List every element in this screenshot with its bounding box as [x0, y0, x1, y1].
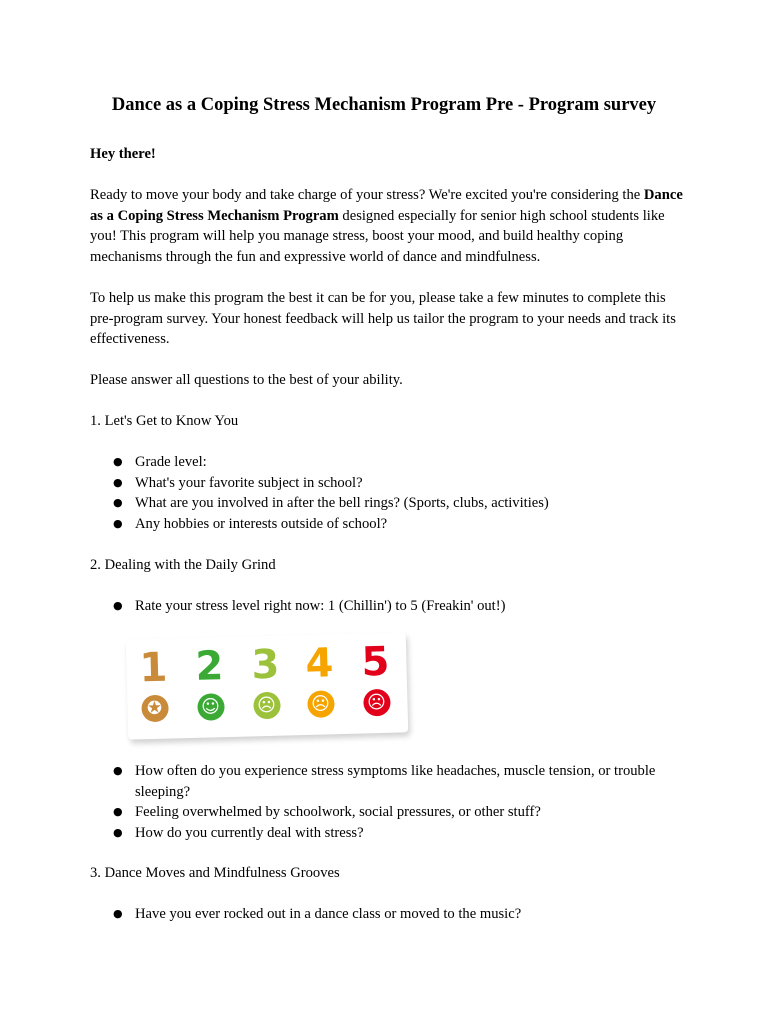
scale-item-3 [240, 641, 292, 719]
scale-number: 4 [304, 640, 334, 687]
section-heading-2: 2. Dealing with the Daily Grind [90, 557, 276, 573]
list-item [90, 514, 690, 535]
list-item [90, 493, 690, 514]
list-item-text: Grade level: [135, 454, 207, 470]
intro-text-1: Ready to move your body and take charge of your stress? We're excited you're considering the [90, 187, 644, 203]
list-item-text: Rate your stress level right now: 1 (Chillin') to 5 (Freakin' out!) [135, 598, 506, 614]
answer-note: Please answer all questions to the best of your ability. [90, 372, 403, 388]
bullet-icon: ● [113, 516, 123, 530]
program-name: Dance as a Coping Stress Mechanism Program [90, 187, 683, 224]
list-item-text: How do you currently deal with stress? [135, 824, 364, 841]
bullet-icon: ● [113, 496, 123, 509]
scale-item-4 [294, 640, 346, 718]
scale-number: 1 [138, 644, 169, 692]
list-item [90, 802, 690, 823]
list-item-text: How often do you experience stress symptoms like headaches, muscle tension, or trouble sleeping? [135, 763, 656, 800]
unhappy-face-icon: ☹ [307, 690, 335, 718]
scale-item-5 [350, 639, 402, 717]
section-2-list [90, 596, 690, 617]
greeting: Hey there! [90, 146, 156, 162]
section-heading-1: 1. Let's Get to Know You [90, 413, 239, 429]
list-item [90, 823, 690, 844]
happy-face-icon: ☺ [197, 693, 225, 721]
scale-number: 2 [194, 643, 224, 690]
section-1-list [90, 452, 690, 534]
bullet-icon: ● [113, 599, 123, 612]
section-heading-3: 3. Dance Moves and Mindfulness Grooves [90, 865, 340, 881]
list-item [90, 761, 690, 802]
scale-item-2 [184, 643, 236, 721]
scale-item-1 [128, 644, 180, 722]
list-item-text: Have you ever rocked out in a dance class or moved to the music? [135, 906, 522, 922]
page-title: Dance as a Coping Stress Mechanism Program Pre - Program survey [111, 95, 657, 115]
list-item-text: What are you involved in after the bell rings? (Sports, clubs, activities) [135, 495, 549, 511]
intro-text-2: designed especially for senior high school students like you! This program will help you manage stress, boost your mood, and build healthy coping mechanisms through the fun and expressive world of dance and mindfulness. [90, 207, 665, 265]
list-item [90, 596, 690, 617]
list-item-text: Feeling overwhelmed by schoolwork, social pressures, or other stuff? [135, 804, 541, 820]
list-item-text: What's your favorite subject in school? [135, 474, 363, 491]
bullet-icon: ● [113, 455, 123, 468]
intro-paragraph [90, 185, 690, 267]
bullet-icon: ● [113, 825, 123, 839]
bullet-icon: ● [113, 907, 123, 920]
list-item [90, 904, 690, 925]
section-2-list-continued [90, 761, 690, 843]
bullet-icon: ● [113, 805, 123, 818]
bullet-icon: ● [113, 475, 123, 489]
stress-scale-image [126, 632, 409, 739]
list-item-text: Any hobbies or interests outside of school? [135, 515, 388, 532]
instructions-paragraph: To help us make this program the best it can be for you, please take a few minutes to complete this pre-program survey. Your honest feedback will help us tailor the program to your needs and track its effectiveness. [90, 290, 676, 347]
bullet-icon: ● [113, 764, 123, 777]
section-3-list [90, 904, 690, 925]
sad-face-icon: ☹ [363, 689, 391, 717]
star-icon: ✪ [141, 695, 169, 723]
neutral-face-icon: ☹ [253, 692, 281, 720]
list-item [90, 473, 690, 494]
scale-number: 5 [360, 638, 390, 686]
list-item [90, 452, 690, 473]
scale-number: 3 [250, 641, 280, 689]
